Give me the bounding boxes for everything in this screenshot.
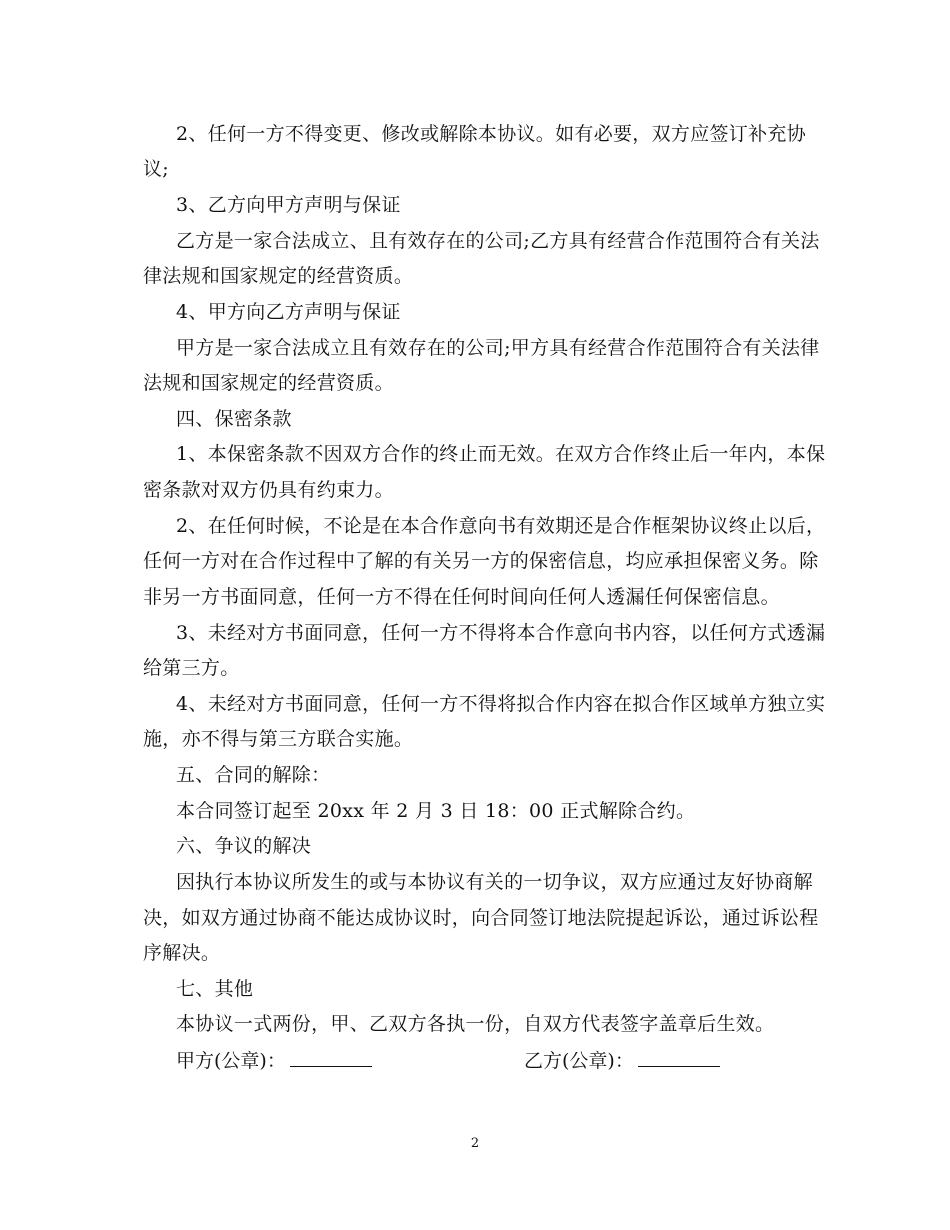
section-heading: 3、乙方向甲方声明与保证 <box>176 194 401 216</box>
signature-label-a: 甲方(公章)： <box>176 1050 286 1072</box>
paragraph-line: 乙方是一家合法成立、且有效存在的公司;乙方具有经营合作范围符合有关法 <box>176 230 820 252</box>
paragraph-line: 2、在任何时候，不论是在本合作意向书有效期还是合作框架协议终止以后， <box>176 515 826 537</box>
paragraph-line: 非另一方书面同意，任何一方不得在任何时间向任何人透漏任何保密信息。 <box>143 586 780 608</box>
paragraph-line: 序解决。 <box>143 942 221 964</box>
paragraph-line: 任何一方对在合作过程中了解的有关另一方的保密信息，均应承担保密义务。除 <box>143 550 819 572</box>
signature-label-b: 乙方(公章)： <box>524 1050 634 1072</box>
paragraph-line: 律法规和国家规定的经营资质。 <box>143 265 414 287</box>
section-heading: 五、合同的解除： <box>176 764 331 786</box>
paragraph-line: 因执行本协议所发生的或与本协议有关的一切争议，双方应通过友好协商解 <box>176 871 813 893</box>
paragraph-line: 1、本保密条款不因双方合作的终止而无效。在双方合作终止后一年内，本保 <box>176 443 826 465</box>
paragraph-line: 3、未经对方书面同意，任何一方不得将本合作意向书内容，以任何方式透漏 <box>176 622 826 644</box>
paragraph-line: 甲方是一家合法成立且有效存在的公司;甲方具有经营合作范围符合有关法律 <box>176 337 820 359</box>
paragraph-line: 2、任何一方不得变更、修改或解除本协议。如有必要，双方应签订补充协 <box>176 123 806 145</box>
paragraph-line: 4、未经对方书面同意，任何一方不得将拟合作内容在拟合作区域单方独立实 <box>176 693 826 715</box>
section-heading: 七、其他 <box>176 978 254 1000</box>
paragraph-line: 本合同签订起至 20xx 年 2 月 3 日 18：00 正式解除合约。 <box>176 800 696 822</box>
section-heading: 六、争议的解决 <box>176 835 312 857</box>
paragraph-line: 法规和国家规定的经营资质。 <box>143 372 394 394</box>
paragraph-line: 议; <box>143 158 170 180</box>
section-heading: 4、甲方向乙方声明与保证 <box>176 301 401 323</box>
signature-blank-a <box>290 1048 372 1067</box>
paragraph-line: 决，如双方通过协商不能达成协议时，向合同签订地法院提起诉讼，通过诉讼程 <box>143 907 819 929</box>
signature-blank-b <box>638 1048 720 1067</box>
section-heading: 四、保密条款 <box>176 408 292 430</box>
page-number: 2 <box>470 1136 480 1151</box>
paragraph-line: 给第三方。 <box>143 657 240 679</box>
paragraph-line: 密条款对双方仍具有约束力。 <box>143 479 394 501</box>
signature-party-a <box>176 1048 372 1073</box>
paragraph-line: 本协议一式两份，甲、乙双方各执一份，自双方代表签字盖章后生效。 <box>176 1013 775 1035</box>
paragraph-line: 施，亦不得与第三方联合实施。 <box>143 728 414 750</box>
signature-party-b <box>524 1048 720 1073</box>
